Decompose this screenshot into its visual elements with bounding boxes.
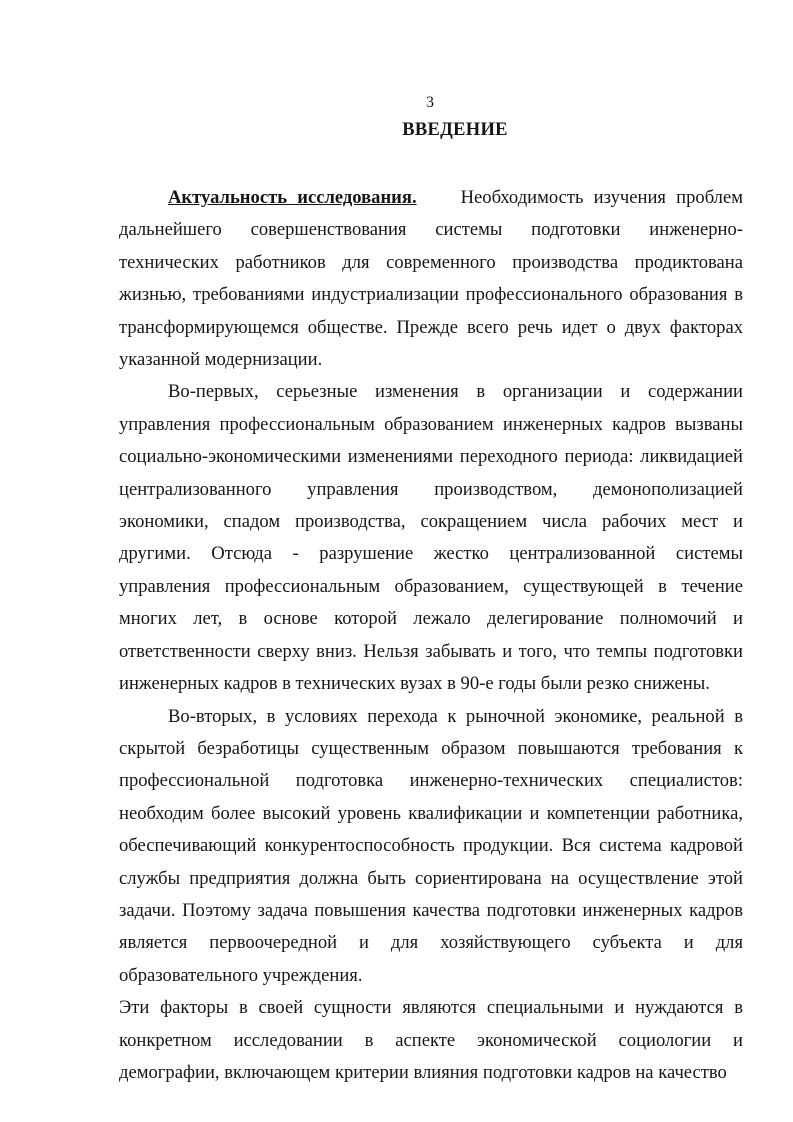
- page-number: 3: [426, 94, 434, 111]
- paragraph-relevance: [119, 182, 743, 376]
- paragraph-first-factor: Во-первых, серьезные изменения в организации и содержании управления профессиональным образованием инженерных кадров вызваны социально-экономическими изменениями переходного периода: ликвидацией централизованного управления производством, демонополизацией экономики, спадом производства, сокращением числа рабочих мест и другими. Отсюда - разрушение жестко централизованной системы управления профессиональным образованием, существующей в течение многих лет, в основе которой лежало делегирование полномочий и ответственности сверху вниз. Нельзя забывать и того, что темпы подготовки инженерных кадров в технических вузах в 90-е годы были резко снижены.: [119, 381, 743, 695]
- paragraph-relevance-text: Необходимость изучения проблем дальнейшего совершенствования системы подготовки инженерно-технических работников для современного производства продиктована жизнью, требованиями индустриализации профессионального образования в трансформирующемся обществе. Прежде всего речь идет о двух факторах указанной модернизации.: [119, 187, 743, 371]
- paragraph-second-factor: Во-вторых, в условиях перехода к рыночной экономике, реальной в скрытой безработицы существенным образом повышаются требования к профессиональной подготовка инженерно-технических специалистов: необходим более высокий уровень квалификации и компетенции работника, обеспечивающий конкурентоспособность продукции. Вся система кадровой службы предприятия должна быть сориентирована на осуществление этой задачи. Поэтому задача повышения качества подготовки инженерных кадров является первоочередной и для хозяйствующего субъекта и для образовательного учреждения.: [119, 705, 743, 986]
- body-text: [119, 182, 743, 1089]
- section-heading: ВВЕДЕНИЕ: [402, 120, 508, 140]
- paragraph-lead-label: Актуальность исследования.: [168, 187, 417, 208]
- paragraph-conclusion: Эти факторы в своей сущности являются специальными и нуждаются в конкретном исследовании в аспекте экономической социологии и демографии, включающем критерии влияния подготовки кадров на качество: [119, 997, 743, 1083]
